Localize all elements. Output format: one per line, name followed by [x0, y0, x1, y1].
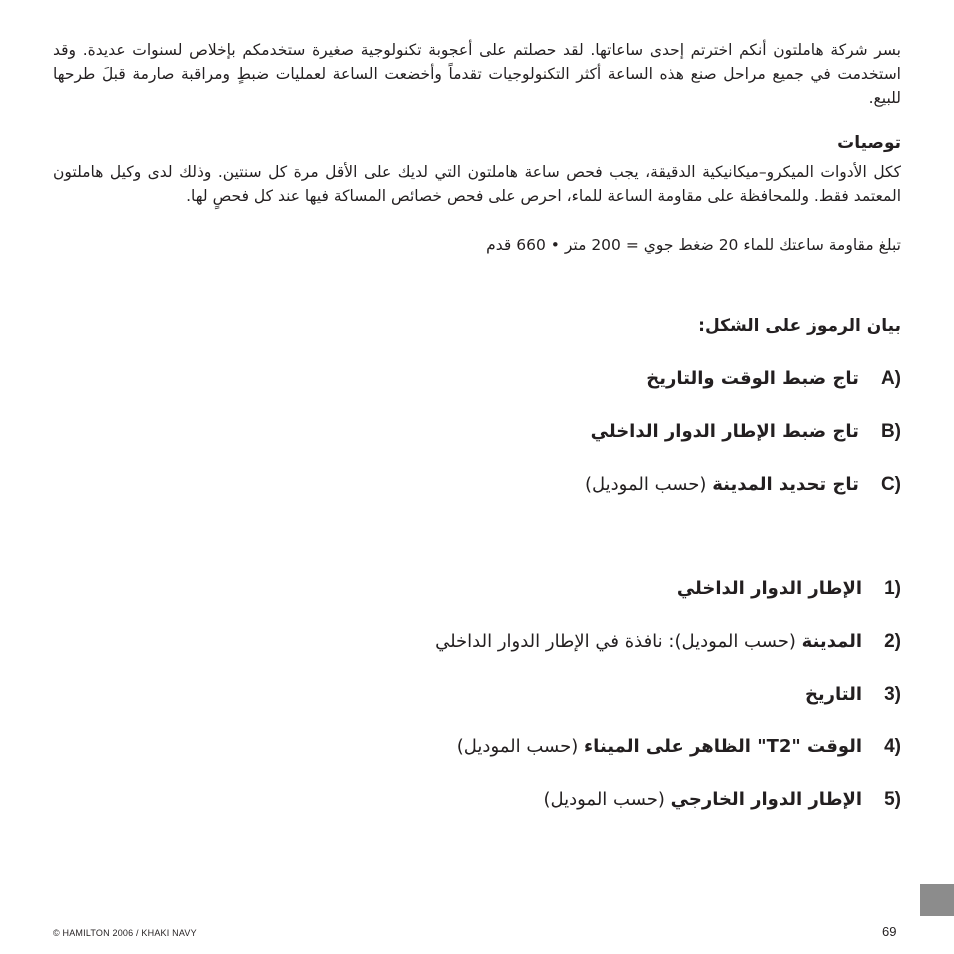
legend-item-mark: (4	[884, 736, 901, 757]
legend-item-mark: (A	[880, 368, 901, 389]
legend-item-name: الإطار الدوار الداخلي	[676, 578, 863, 599]
page-number: 69	[882, 924, 897, 939]
copyright-footer: © HAMILTON 2006 / KHAKI NAVY	[53, 928, 197, 938]
legend-item-mark: (B	[880, 421, 901, 442]
legend-item-part-2	[200, 631, 901, 659]
recommendations-heading: توصيات	[837, 133, 901, 153]
legend-item-name: التاريخ	[804, 684, 863, 705]
legend-item-note: (حسب الموديل)	[456, 736, 579, 757]
legend-item-mark: (5	[884, 789, 901, 810]
legend-item-crown-b	[200, 421, 901, 449]
legend-item-name: تاج ضبط الإطار الدوار الداخلي	[590, 421, 859, 442]
legend-item-name: الوقت "T2" الظاهر على الميناء	[583, 736, 863, 757]
water-resistance-line: تبلغ مقاومة ساعتك للماء 20 ضغط جوي = 200 متر • 660 قدم	[486, 236, 901, 254]
recommendations-paragraph: ككل الأدوات الميكرو–ميكانيكية الدقيقة، يجب فحص ساعة هاملتون التي لديك على الأقل مرة كل سنتين. وذلك لدى وكيل هاملتون المعتمد فقط. وللمحافظة على مقاومة الساعة للماء، احرص على فحص خصائص المساكة فيها عند كل فحصٍ لها.	[53, 163, 901, 205]
legend-item-name: المدينة	[801, 631, 863, 652]
legend-item-mark: (C	[880, 474, 901, 495]
legend-item-name: تاج تحديد المدينة	[712, 474, 859, 495]
legend-item-crown-c	[200, 474, 901, 502]
legend-item-part-1	[200, 578, 901, 606]
legend-item-crown-a	[200, 368, 901, 396]
legend-item-note: (حسب الموديل)	[584, 474, 707, 495]
legend-item-note: (حسب الموديل)	[543, 789, 665, 810]
legend-item-mark: (1	[884, 578, 901, 599]
legend-item-name: تاج ضبط الوقت والتاريخ	[646, 368, 859, 389]
legend-item-mark: (2	[884, 631, 901, 652]
section-tab-marker	[920, 884, 954, 916]
legend-item-mark: (3	[884, 684, 901, 705]
legend-item-name: الإطار الدوار الخارجي	[670, 789, 863, 810]
legend-item-part-3	[200, 684, 901, 712]
legend-item-part-4	[200, 736, 901, 764]
intro-paragraph: بسر شركة هاملتون أنكم اخترتم إحدى ساعاتها. لقد حصلتم على أعجوبة تكنولوجية صغيرة ستخدمكم بإخلاص لسنوات عديدة. وقد استخدمت في جميع مراحل صنع هذه الساعة أكثر التكنولوجيات تقدماً وأخضعت الساعة لعمليات ضبطٍ ومراقبة صارمة قبلَ طرحها للبيع.	[53, 41, 901, 107]
legend-title: بيان الرموز على الشكل:	[698, 316, 901, 336]
legend-item-note: (حسب الموديل): نافذة في الإطار الدوار الداخلي	[435, 631, 796, 652]
legend-item-part-5	[200, 789, 901, 817]
